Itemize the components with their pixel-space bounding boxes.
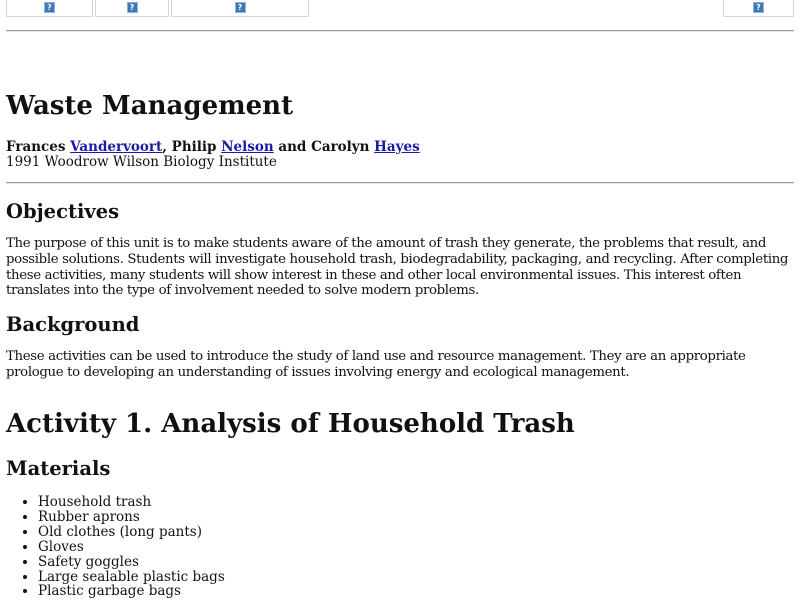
objectives-heading: Objectives (6, 200, 120, 223)
activity-1-heading: Activity 1. Analysis of Household Trash (6, 409, 575, 439)
nav-button-2[interactable] (95, 0, 169, 17)
objectives-text: The purpose of this unit is to make students aware of the amount of trash they generate, the problems that result, and possible solutions. Students will investigate household trash, biodegradability, packaging, and recycling. After completing these activities, many students will show interest in these and other local environmental issues. This interest often translates into the type of involvement needed to solve modern problems. (6, 236, 789, 299)
materials-list (6, 495, 225, 599)
list-item: • Safety goggles (38, 555, 225, 570)
horizontal-rule-top (6, 30, 794, 32)
author-link-hayes[interactable]: Hayes (374, 139, 420, 155)
authors-line (6, 139, 420, 155)
nav-button-3[interactable] (171, 0, 309, 17)
author-link-nelson[interactable]: Nelson (221, 139, 274, 155)
author-link-vandervoort[interactable]: Vandervoort (70, 139, 163, 155)
list-item: • Household trash (38, 495, 225, 510)
broken-image-icon[interactable]: ? (127, 2, 138, 13)
list-item: • Gloves (38, 540, 225, 555)
broken-image-icon[interactable]: ? (753, 2, 764, 13)
page-title: Waste Management (6, 91, 294, 121)
nav-button-1[interactable] (6, 0, 93, 17)
horizontal-rule-header (6, 182, 794, 184)
institute-line: 1991 Woodrow Wilson Biology Institute (6, 154, 277, 170)
navigation-bar (0, 0, 800, 20)
nav-button-4[interactable] (723, 0, 794, 17)
broken-image-icon[interactable]: ? (44, 2, 55, 13)
author-separator-2: and Carolyn (273, 139, 375, 155)
author-separator-1: , Philip (162, 139, 222, 155)
materials-heading: Materials (6, 457, 111, 480)
list-item: • Old clothes (long pants) (38, 525, 225, 540)
author-1-first: Frances (6, 139, 71, 155)
list-item: • Plastic garbage bags (38, 584, 225, 599)
list-item: • Large sealable plastic bags (38, 570, 225, 585)
background-text: These activities can be used to introduce the study of land use and resource management. They are an appropriate prologue to developing an understanding of issues involving energy and ecological management. (6, 349, 746, 380)
background-heading: Background (6, 313, 140, 336)
broken-image-icon[interactable]: ? (235, 2, 246, 13)
list-item: • Rubber aprons (38, 510, 225, 525)
